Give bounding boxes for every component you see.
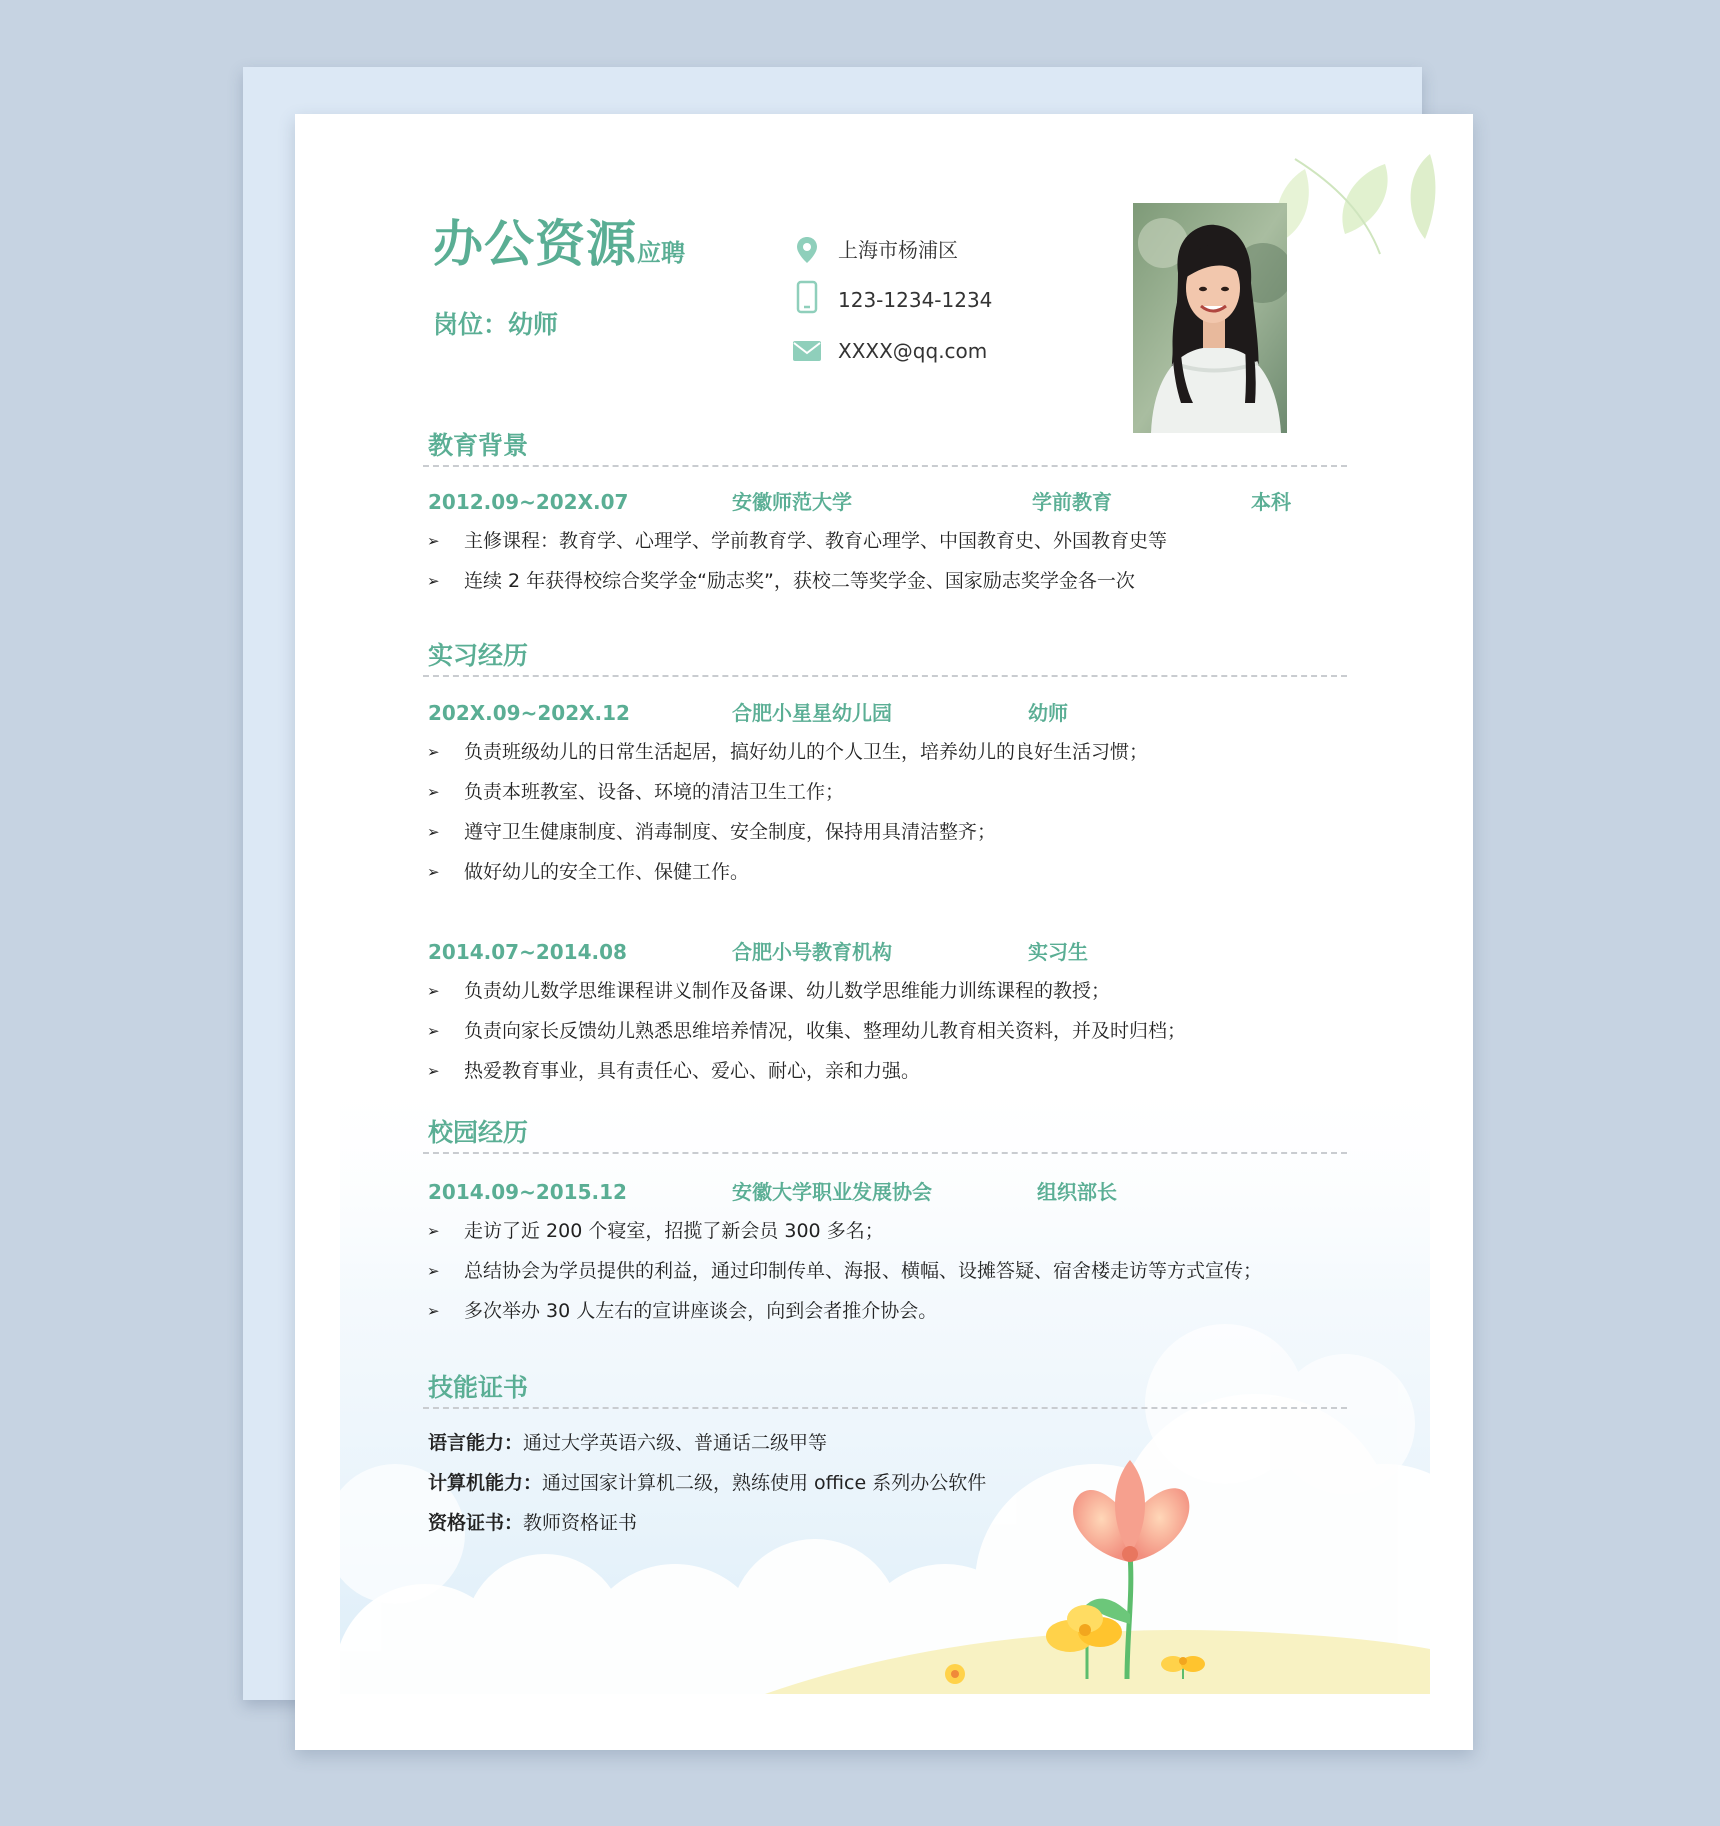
- candidate-name: 办公资源: [433, 215, 637, 273]
- bullet-arrow-icon: ➢: [427, 1262, 440, 1280]
- bullet-arrow-icon: ➢: [427, 743, 440, 761]
- skill-key: 资格证书：: [428, 1512, 524, 1534]
- campus-role: 组织部长: [1037, 1180, 1117, 1204]
- skill-key: 计算机能力：: [428, 1472, 543, 1494]
- list-item: 多次举办 30 人左右的宣讲座谈会，向到会者推介协会。: [464, 1300, 938, 1322]
- list-item: 主修课程：教育学、心理学、学前教育学、教育心理学、中国教育史、外国教育史等: [464, 530, 1168, 552]
- bullet-arrow-icon: ➢: [427, 823, 440, 841]
- bullet-arrow-icon: ➢: [427, 1222, 440, 1240]
- list-item: 遵守卫生健康制度、消毒制度、安全制度，保持用具清洁整齐；: [464, 821, 997, 843]
- list-item: 负责本班教室、设备、环境的清洁卫生工作；: [464, 781, 845, 803]
- bullet-arrow-icon: ➢: [427, 532, 440, 550]
- list-item: 负责幼儿数学思维课程讲义制作及备课、幼儿数学思维能力训练课程的教授；: [464, 980, 1111, 1002]
- list-item: 做好幼儿的安全工作、保健工作。: [464, 861, 750, 883]
- education-degree: 本科: [1251, 490, 1291, 514]
- skill-item: [428, 1472, 986, 1495]
- bullet-arrow-icon: ➢: [427, 572, 440, 590]
- list-item: 连续 2 年获得校综合奖学金“励志奖”，获校二等奖学金、国家励志奖学金各一次: [464, 570, 1135, 592]
- section-title-campus: 校园经历: [428, 1118, 529, 1147]
- contact-location: 上海市杨浦区: [838, 238, 958, 262]
- bullet-arrow-icon: ➢: [427, 1022, 440, 1040]
- list-item: 负责班级幼儿的日常生活起居，搞好幼儿的个人卫生，培养幼儿的良好生活习惯；: [464, 741, 1149, 763]
- contact-phone: 123-1234-1234: [838, 288, 993, 312]
- skill-value: 通过大学英语六级、普通话二级甲等: [523, 1432, 828, 1454]
- section-title-education: 教育背景: [428, 431, 529, 460]
- list-item: 走访了近 200 个寝室，招揽了新会员 300 多名；: [464, 1220, 884, 1242]
- section-divider: [423, 1407, 1347, 1409]
- bullet-arrow-icon: ➢: [427, 1302, 440, 1320]
- phone-icon: [796, 280, 818, 314]
- campus-period: 2014.09~2015.12: [428, 1180, 627, 1204]
- section-divider: [423, 465, 1347, 467]
- internship-period: 2014.07~2014.08: [428, 940, 627, 964]
- list-item: 总结协会为学员提供的利益，通过印制传单、海报、横幅、设摊答疑、宿舍楼走访等方式宣传；: [464, 1260, 1263, 1282]
- campus-org: 安徽大学职业发展协会: [732, 1180, 932, 1204]
- section-divider: [423, 1152, 1347, 1154]
- name-line: [433, 214, 685, 274]
- profile-photo: [1133, 203, 1287, 433]
- job-position: 岗位：幼师: [433, 310, 559, 339]
- skill-value: 通过国家计算机二级，熟练使用 office 系列办公软件: [542, 1472, 987, 1494]
- section-title-skills: 技能证书: [428, 1373, 529, 1402]
- location-pin-icon: [792, 235, 822, 265]
- section-title-internship: 实习经历: [428, 641, 529, 670]
- bullet-arrow-icon: ➢: [427, 982, 440, 1000]
- internship-org: 合肥小星星幼儿园: [732, 701, 892, 725]
- section-divider: [423, 675, 1347, 677]
- education-period: 2012.09~202X.07: [428, 490, 629, 514]
- list-item: 负责向家长反馈幼儿熟悉思维培养情况，收集、整理幼儿教育相关资料，并及时归档；: [464, 1020, 1187, 1042]
- contact-email: XXXX@qq.com: [838, 339, 988, 363]
- skill-item: [428, 1432, 827, 1455]
- internship-role: 实习生: [1028, 940, 1088, 964]
- skill-item: [428, 1512, 637, 1535]
- bullet-arrow-icon: ➢: [427, 863, 440, 881]
- mail-icon: [792, 340, 822, 362]
- bullet-arrow-icon: ➢: [427, 783, 440, 801]
- bullet-arrow-icon: ➢: [427, 1062, 440, 1080]
- education-major: 学前教育: [1032, 490, 1112, 514]
- skill-key: 语言能力：: [428, 1432, 524, 1454]
- apply-suffix: 应聘: [637, 239, 685, 267]
- list-item: 热爱教育事业，具有责任心、爱心、耐心，亲和力强。: [464, 1060, 921, 1082]
- education-school: 安徽师范大学: [732, 490, 852, 514]
- internship-org: 合肥小号教育机构: [732, 940, 892, 964]
- internship-period: 202X.09~202X.12: [428, 701, 630, 725]
- internship-role: 幼师: [1028, 701, 1068, 725]
- resume-page: [295, 114, 1473, 1750]
- skill-value: 教师资格证书: [523, 1512, 638, 1534]
